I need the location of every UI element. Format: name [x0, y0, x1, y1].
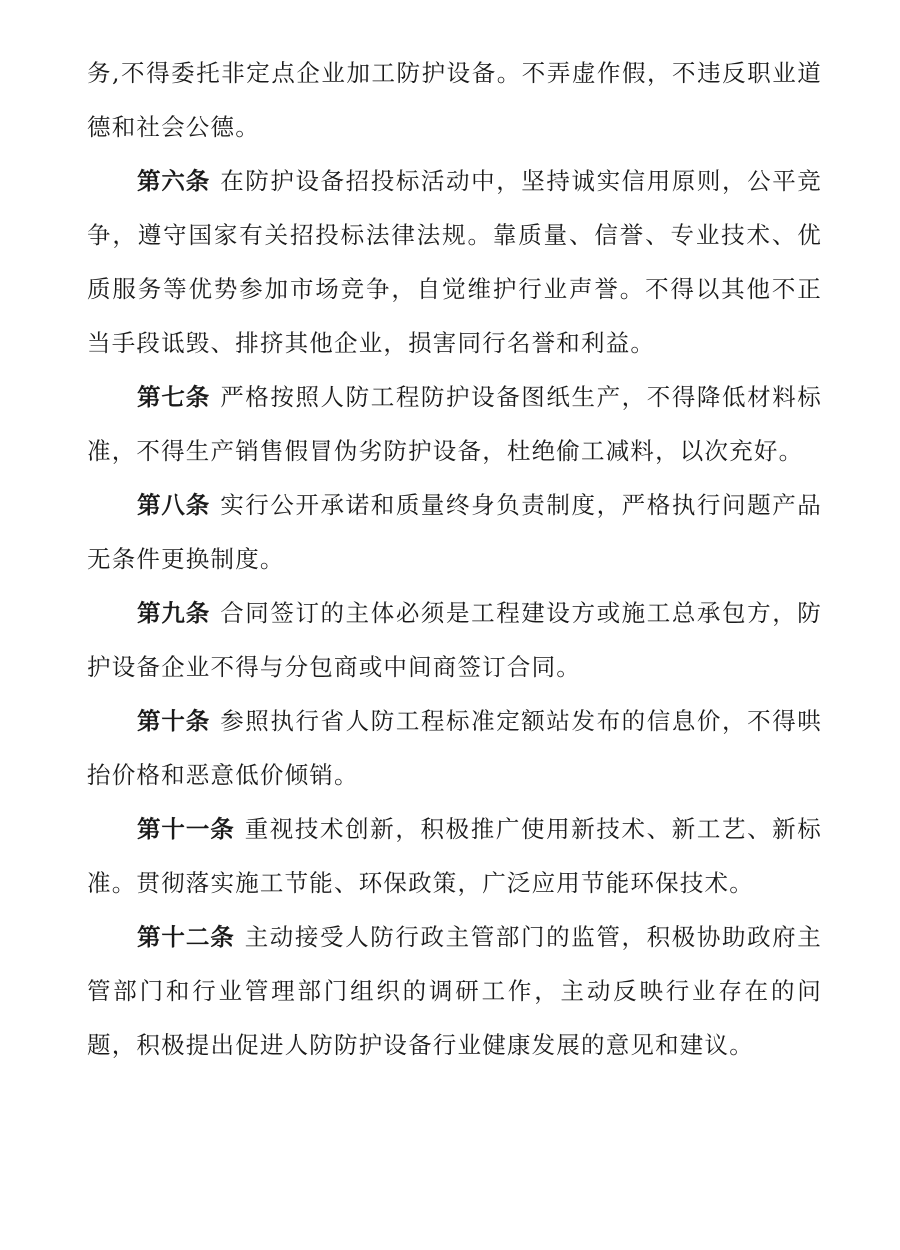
article-number: 第十条: [137, 707, 211, 735]
article-number: 第七条: [137, 383, 211, 411]
article-7: [87, 370, 822, 478]
article-text: 实行公开承诺和质量终身负责制度，严格执行问题产品无条件更换制度。: [87, 491, 822, 573]
article-text: 重视技术创新，积极推广使用新技术、新工艺、新标准。贯彻落实施工节能、环保政策，广泛应用节能环保技术。: [87, 815, 823, 897]
article-text: 在防护设备招投标活动中，坚持诚实信用原则，公平竞争，遵守国家有关招投标法律法规。靠质量、信誉、专业技术、优质服务等优势参加市场竞争，自觉维护行业声誉。不得以其他不正当手段诋毁、排挤其他企业，损害同行名誉和利益。: [87, 167, 822, 357]
article-9: [87, 586, 822, 694]
article-8: [87, 478, 822, 586]
article-text: 严格按照人防工程防护设备图纸生产，不得降低材料标准，不得生产销售假冒伪劣防护设备，杜绝偷工减料，以次充好。: [87, 383, 822, 465]
article-number: 第九条: [137, 599, 211, 627]
continuation-paragraph: 务,不得委托非定点企业加工防护设备。不弄虚作假，不违反职业道德和社会公德。: [87, 59, 822, 141]
article-text: 参照执行省人防工程标准定额站发布的信息价，不得哄抬价格和恶意低价倾销。: [87, 707, 822, 789]
article-number: 第十一条: [137, 815, 235, 843]
article-6: [87, 154, 822, 370]
article-10: [87, 694, 822, 802]
article-text: 主动接受人防行政主管部门的监管，积极协助政府主管部门和行业管理部门组织的调研工作，主动反映行业存在的问题，积极提出促进人防防护设备行业健康发展的意见和建议。: [87, 923, 823, 1059]
document-page: [87, 46, 822, 1072]
article-11: [87, 802, 822, 910]
article-number: 第六条: [137, 167, 211, 195]
article-12: [87, 910, 822, 1072]
article-text: 合同签订的主体必须是工程建设方或施工总承包方，防护设备企业不得与分包商或中间商签订合同。: [87, 599, 822, 681]
article-number: 第十二条: [137, 923, 235, 951]
article-number: 第八条: [137, 491, 211, 519]
